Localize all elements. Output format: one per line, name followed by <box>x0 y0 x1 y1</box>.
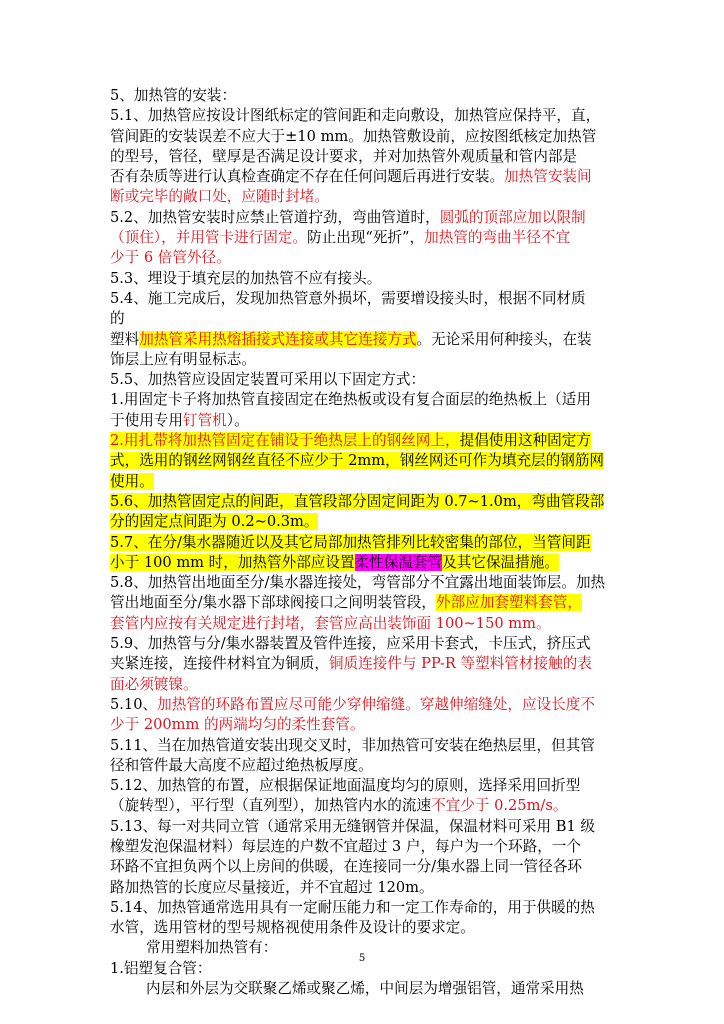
text-line <box>110 756 670 776</box>
text-segment: 管间距的安装误差不应大于±10 mm。加热管敷设前，应按图纸核定加热管 <box>110 127 597 145</box>
text-segment: 加热管的弯曲半径不宜 <box>424 229 571 247</box>
text-segment: 5.8、加热管出地面至分/集水器连接处，弯管部分不宜露出地面装饰层。加热 <box>110 574 606 592</box>
text-segment: 常用塑料加热管有： <box>146 939 278 957</box>
text-line <box>110 898 670 918</box>
text-line <box>110 208 670 228</box>
text-line <box>110 918 670 938</box>
text-segment: 钉管机 <box>182 411 227 429</box>
text-line <box>110 472 670 492</box>
text-line <box>110 512 670 532</box>
text-segment: 提倡使用这种固定方 <box>459 432 591 450</box>
text-line <box>110 370 670 390</box>
text-line <box>110 248 670 268</box>
text-line <box>110 350 670 370</box>
text-segment: 于使用专用 <box>110 411 183 429</box>
text-segment: 塑料 <box>110 330 140 348</box>
text-segment: 不宜少于 0.25m/s。 <box>431 797 568 815</box>
text-segment: 5.9、加热管与分/集水器装置及管件连接，应采用卡套式，卡压式，挤压式 <box>110 635 591 653</box>
text-line <box>110 309 670 329</box>
page-number: 5 <box>358 953 366 964</box>
text-segment: 5.10、 <box>110 695 158 713</box>
text-segment: 5.6、加热管固定点的间距，直管段部分固定间距为 0.7~1.0m，弯曲管段部 <box>110 492 605 510</box>
text-line <box>110 593 670 613</box>
text-segment: 5.5、加热管应设固定装置可采用以下固定方式： <box>110 371 426 389</box>
text-segment: 圆弧的顶部应加以限制 <box>439 208 586 226</box>
text-segment: 路加热管的长度应尽量接近，并不宜超过 120m。 <box>110 878 434 896</box>
text-segment: 。无论采用何种接头，在装 <box>416 330 592 348</box>
text-segment: 5.1、加热管应按设计图纸标定的管间距和走向敷设，加热管应保持平，直， <box>110 107 601 125</box>
text-segment: 内层和外层为交联聚乙烯或聚乙烯，中间层为增强铝管，通常采用热 <box>146 980 584 998</box>
text-segment: 5.13、每一对共同立管（通常采用无缝钢管并保温，保温材料可采用 B1 级 <box>110 817 596 835</box>
text-line <box>110 167 670 187</box>
text-line <box>110 736 670 756</box>
text-line <box>110 614 670 634</box>
text-segment: 使用。 <box>110 472 154 490</box>
text-segment: 5.7、在分/集水器随近以及其它局部加热管排列比较密集的部位，当管间距 <box>110 533 591 551</box>
text-line <box>110 451 670 471</box>
text-line <box>110 411 670 431</box>
text-segment: 分的固定点间距为 0.2~0.3m。 <box>110 513 319 531</box>
text-line <box>110 269 670 289</box>
text-segment: 的型号，管径，壁厚是否满足设计要求，并对加热管外观质量和管内部是 <box>110 147 578 165</box>
text-segment: 5.11、当在加热管道安装出现交叉时，非加热管可安装在绝热层里，但其管 <box>110 736 595 754</box>
text-segment: 及其它保温措施。 <box>442 553 559 571</box>
text-segment: 5.4、施工完成后，发现加热管意外损坏，需要增设接头时，根据不同材质 <box>110 289 586 307</box>
text-segment: 1.用固定卡子将加热管直接固定在绝热板或设有复合面层的绝热板上（适用 <box>110 391 591 409</box>
text-line <box>110 147 670 167</box>
text-line <box>110 289 670 309</box>
text-line <box>110 86 670 106</box>
text-segment: 5.3、埋设于填充层的加热管不应有接头。 <box>110 269 382 287</box>
text-segment: 5.12、加热管的布置，应根据保证地面温度均匀的原则，选择采用回折型 <box>110 777 581 795</box>
text-segment: ）。 <box>226 411 249 429</box>
text-segment: 管出地面至分/集水器下部球阀接口之间明装管段， <box>110 594 436 612</box>
text-segment: 橡塑发泡保温材料）每层连的户数不宜超过 3 户，每户为一个环路，一个 <box>110 837 581 855</box>
text-segment: 少于 200mm 的两端均匀的柔性套管。 <box>110 716 365 734</box>
text-segment: 夹紧连接，连接件材料宜为铜质， <box>110 655 329 673</box>
text-line <box>110 492 670 512</box>
document-body <box>110 86 670 999</box>
text-segment: 加热管安装间 <box>504 168 592 186</box>
text-segment: 5.14、加热管通常选用具有一定耐压能力和一定工作寿命的，用于供暖的热 <box>110 898 595 916</box>
text-segment: 加热管的环路布置应尽可能少穿伸缩缝。穿越伸缩缝处，应设长度不 <box>157 695 595 713</box>
text-line <box>110 857 670 877</box>
text-segment: 5.2、加热管安装时应禁止管道拧劲，弯曲管道时， <box>110 208 440 226</box>
text-segment: 1.铝塑复合管： <box>110 959 212 977</box>
text-line <box>110 228 670 248</box>
text-line <box>110 654 670 674</box>
text-segment: 5、加热管的安装： <box>110 87 237 104</box>
text-segment: 径和管件最大高度不应超过绝热板厚度。 <box>110 756 373 774</box>
text-line <box>110 127 670 147</box>
text-segment: 外部应加套塑料套管， <box>435 594 582 612</box>
text-line <box>110 533 670 553</box>
text-segment: 环路不宜担负两个以上房间的供暖，在连接同一分/集水器上同一管径各环 <box>110 858 582 876</box>
text-line <box>110 817 670 837</box>
text-line <box>110 390 670 410</box>
text-segment: 小于 100 mm 时，加热管外部应设置 <box>110 553 355 571</box>
text-line <box>110 715 670 735</box>
text-line <box>110 330 670 350</box>
text-line <box>110 573 670 593</box>
text-line <box>110 634 670 654</box>
text-segment: 式，选用的钢丝网钢丝直径不应少于 2mm，钢丝网还可作为填充层的钢筋网 <box>110 452 605 470</box>
text-line <box>110 979 670 999</box>
text-segment: （顶住），并用管卡进行固定。 <box>110 229 308 247</box>
text-segment: 水管，选用管材的型号规格视使用条件及设计的要求定。 <box>110 919 475 937</box>
text-segment: 饰层上应有明显标志。 <box>110 350 256 368</box>
text-segment: 的 <box>110 310 125 328</box>
text-segment: 防止出现“死折”， <box>307 229 425 247</box>
text-segment: （旋转型），平行型（直列型），加热管内水的流速 <box>110 797 432 815</box>
text-segment: 少于 6 倍管外径。 <box>110 249 231 267</box>
text-line <box>110 675 670 695</box>
text-line <box>110 187 670 207</box>
text-line <box>110 776 670 796</box>
text-line <box>110 837 670 857</box>
text-segment: 面必须镀镍。 <box>110 675 198 693</box>
text-segment: 2.用扎带将加热管固定在铺设于绝热层上的钢丝网上， <box>110 432 460 450</box>
text-line <box>110 878 670 898</box>
text-line <box>110 695 670 715</box>
text-segment: 断或完毕的敞口处，应随时封堵。 <box>110 188 329 206</box>
text-segment: 铜质连接件与 PP-R 等塑料管材接触的表 <box>328 655 592 673</box>
text-segment: 加热管采用热熔插接式连接或其它连接方式 <box>139 330 417 348</box>
text-segment: 套管内应按有关规定进行封堵，套管应高出装饰面 100~150 mm。 <box>110 614 551 632</box>
text-segment: 柔性保温套管 <box>354 553 443 571</box>
text-line <box>110 796 670 816</box>
text-line <box>110 553 670 573</box>
text-segment: 否有杂质等进行认真检查确定不存在任何问题后再进行安装。 <box>110 168 505 186</box>
text-line <box>110 431 670 451</box>
text-line <box>110 106 670 126</box>
